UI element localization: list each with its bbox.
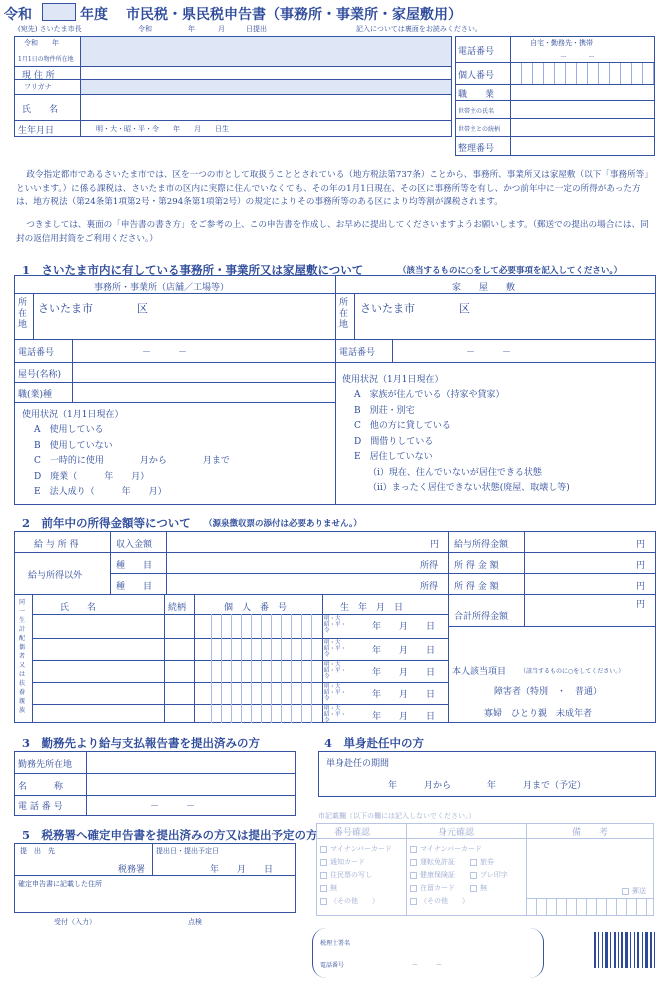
form-title: 市民税・県民税申告書（事務所・事業所・家屋敷用） (126, 7, 462, 23)
shumoku-label-2: 種 目 (116, 582, 153, 592)
barcode-bar (625, 932, 628, 968)
shotoku-kingaku-2: 所 得 金 額 (454, 582, 499, 592)
usage-option[interactable]: E 居住していない (354, 452, 433, 462)
barcode-bar (637, 932, 639, 968)
barcode (592, 932, 656, 968)
name-label: 氏 名 (22, 105, 59, 115)
dep-birth-field[interactable]: 年 月 日 (372, 646, 436, 656)
era-options[interactable]: 明・大昭・平・令 (324, 640, 347, 658)
section4-title: 4 単身赴任中の方 (324, 736, 425, 750)
office-city[interactable]: さいたま市 区 (38, 302, 148, 315)
office-checkbox: 住民票の写し (320, 869, 392, 882)
intro-paragraph-2: つきましては、裏面の「申告書の書き方」をご参考の上、この申告書を作成し、お早めに提出してくださいますようお願いします。（郵送での提出の場合には、同封の返信用封筒をご利用ください。） (16, 220, 649, 244)
office-heading: 事務所・事業所（店舗／工場等） (94, 283, 230, 293)
yago-label: 屋号(名称) (18, 370, 62, 380)
era-options[interactable]: 明・大昭・平・令 (324, 706, 347, 724)
birthdate-label: 生年月日 (18, 126, 55, 136)
usage-option[interactable]: D 間借りしている (354, 436, 434, 447)
house-heading: 家 屋 敷 (452, 283, 516, 293)
office-checkbox: 健康保険証 (410, 869, 482, 882)
era-options[interactable]: 明・大昭・平・令 (324, 662, 347, 680)
section2-title: 2 前年中の所得金額等について (22, 516, 191, 530)
fiscal-year-field[interactable] (42, 3, 76, 21)
uketsuke-label: 受付（入力） (54, 918, 96, 926)
en-unit-2: 円 (636, 540, 646, 550)
phone-label: 電話番号 (458, 47, 495, 57)
date-day: 日提出 (246, 25, 267, 33)
office-checkbox: 無 (320, 882, 392, 895)
usage-option[interactable]: （ⅱ）まったく居住できない状態(廃屋、取壊し等) (368, 483, 570, 493)
instruction-note: 記入については裏面をお読みください。 (356, 25, 482, 33)
dep-relation-header: 続柄 (168, 603, 187, 613)
barcode-bar (654, 932, 655, 968)
barcode-bar (621, 932, 623, 968)
era-options[interactable]: 明・大昭・平・令 (324, 616, 347, 634)
phone-options[interactable]: 自宅・勤務先・携帯 (530, 39, 593, 47)
dep-birth-field[interactable]: 年 月 日 (372, 712, 436, 722)
office-phone-label: 電話番号 (18, 348, 55, 358)
gokei-label: 合計所得金額 (454, 612, 509, 622)
barcode-bar (618, 932, 619, 968)
office-checkbox: 無 (470, 882, 508, 895)
barcode-bar (605, 932, 608, 968)
usage-option[interactable]: A 家族が住んでいる（持家や貸家） (354, 390, 505, 400)
barcode-bar (594, 932, 596, 968)
house-location-label: 所在地 (339, 298, 349, 330)
house-phone-field[interactable]: － － (466, 348, 512, 358)
office-checkbox: 在留カード (410, 882, 482, 895)
zeirishi-box (312, 928, 544, 978)
dependents-vertical-label: 同一生計配偶者又は扶養親族 (19, 599, 26, 714)
barcode-bar (610, 932, 611, 968)
office-location-label: 所在地 (18, 298, 28, 330)
kakutei-address-label: 確定申告書に記載した住所 (18, 880, 102, 888)
phone-dash[interactable]: － － (560, 53, 595, 61)
tenken-label: 点検 (188, 918, 202, 926)
honnin-note: （該当するものに○をしてください。） (520, 668, 625, 675)
addressee: (宛先) さいたま市長 (18, 25, 82, 33)
tanshin-range[interactable]: 年 月から 年 月まで（予定） (388, 781, 587, 791)
house-usage-options (354, 388, 570, 497)
usage-option[interactable]: C 他の方に貸している (354, 421, 451, 431)
usage-option[interactable]: E 法人成り（ 年 月） (34, 487, 167, 497)
usage-option[interactable]: B 別荘・別宅 (354, 405, 415, 416)
biko-label: 備 考 (572, 828, 609, 838)
bango-kakunin: 番号確認 (334, 828, 371, 838)
usage-option[interactable]: D 廃業（ 年 月） (34, 471, 150, 482)
usage-option[interactable]: （ⅰ）現在、住んでいないが居住できる状態 (368, 467, 542, 478)
kyuyo-shotoku-label: 給与所得金額 (454, 540, 509, 550)
current-address-label: 現 住 所 (22, 71, 55, 81)
office-usage-options (34, 423, 230, 501)
zeirishi-phone-label: 電話番号 (320, 962, 345, 969)
barcode-bar (634, 932, 635, 968)
intro-paragraph-1: 政令指定都市であるさいたま市では、区を一つの市として取扱うこととされている（地方税法第737条）ことから、事務所、事業所又は家屋敷（以下「事務所等」といいます。）に係る課税は、さいたま市の区内に実際に住んでいなくても、その年の1月1日現在、その区に事務所等を有し、かつ前年中に一定の所得があった方は、地方税法（第24条第1項第2号・第294条第1項第2号）の規定によりその事務所等のある区により均等割が課税されます。 (16, 170, 653, 207)
barcode-bar (614, 932, 616, 968)
zeimusho-label: 税務署 (118, 865, 146, 875)
name-field[interactable] (81, 95, 451, 120)
shotoku-kingaku-1: 所 得 金 額 (454, 561, 499, 571)
barcode-bar (630, 932, 631, 968)
dep-mynumber-header: 個 人 番 号 (224, 603, 288, 613)
section3-title: 3 勤務先より給与支払報告書を提出済みの方 (22, 736, 260, 750)
section1-note: （該当するものに○をして必要事項を記入してください。） (398, 266, 623, 276)
section1-title: 1 さいたま市内に有している事務所・事業所又は家屋敷について (22, 263, 364, 277)
furigana-label: フリガナ (24, 83, 52, 91)
barcode-bar (598, 932, 599, 968)
kinmusaki-name-label: 名 称 (18, 782, 64, 792)
date-year: 年 (188, 25, 195, 33)
dep-birth-field[interactable]: 年 月 日 (372, 668, 436, 678)
office-checkbox: マイナンバーカード (320, 843, 392, 856)
jan1-address-field[interactable] (81, 37, 451, 66)
shunyu-label: 収入金額 (116, 540, 153, 550)
usage-option[interactable]: C 一時的に使用 月から 月まで (34, 456, 230, 466)
barcode-bar (645, 932, 648, 968)
kinmusaki-phone-field[interactable]: － － (150, 802, 196, 812)
furigana-field[interactable] (81, 80, 451, 94)
en-unit-5: 円 (636, 600, 646, 610)
jan1-address-label: 1月1日の物件所在地 (18, 56, 74, 63)
mimoto-kakunin: 身元確認 (438, 828, 475, 838)
honnin-label: 本人該当項目 (452, 667, 507, 677)
office-checkbox: （その他 ） (410, 895, 482, 908)
office-use-title: 市記載欄（以下の欄には記入しないでください。） (318, 812, 476, 820)
birthdate-eras[interactable]: 明・大・昭・平・令 年 月 日生 (96, 125, 229, 133)
house-city[interactable]: さいたま市 区 (360, 302, 470, 315)
tanshin-period-label: 単身赴任の期間 (326, 759, 390, 769)
house-phone-label: 電話番号 (339, 348, 376, 358)
en-unit-4: 円 (636, 582, 646, 592)
kinmusaki-addr-label: 勤務先所在地 (18, 760, 73, 770)
dep-birth-header: 生 年 月 日 (340, 603, 404, 613)
office-checkbox: （その他 ） (320, 895, 392, 908)
office-phone-field[interactable]: － － (142, 348, 188, 358)
office-usage-label: 使用状況（1月1日現在） (22, 410, 124, 420)
dep-birth-field[interactable]: 年 月 日 (372, 622, 436, 632)
office-checkbox: マイナンバーカード (410, 843, 482, 856)
teishutsu-date-label: 提出日・提出予定日 (156, 847, 219, 855)
kyuyo-label: 給 与 所 得 (34, 540, 79, 550)
job-label: 職 業 (458, 90, 495, 100)
reiwa-label: 令和 (4, 7, 32, 23)
office-checkbox: 運転免許証 (410, 856, 482, 869)
seiri-label: 整理番号 (458, 144, 495, 154)
dep-name-header: 氏 名 (60, 603, 97, 613)
mimoto-items-2 (470, 856, 508, 895)
igai-label: 給与所得以外 (28, 571, 83, 581)
en-unit-1: 円 (430, 540, 440, 550)
date-reiwa: 令和 (138, 25, 152, 33)
house-usage-label: 使用状況（1月1日現在） (342, 375, 444, 385)
teishutsu-date-field[interactable]: 年 月 日 (210, 865, 274, 875)
date-month: 月 (218, 25, 225, 33)
shotoku-unit-1: 所得 (420, 561, 439, 571)
shokushu-label: 職(業)種 (18, 390, 53, 400)
reiwa-year-label: 令和 年 (24, 39, 59, 47)
nendo-label: 年度 (80, 7, 108, 23)
office-checkbox: 旅券 (470, 856, 508, 869)
section2-note: （源泉徴収票の添付は必要ありません。） (204, 519, 362, 529)
yuso-label: 郵送 (622, 886, 646, 896)
relation-label: 世帯主との続柄 (458, 126, 501, 133)
office-checkbox: プレ印字 (470, 869, 508, 882)
zeirishi-phone-field[interactable]: － － (412, 962, 443, 969)
dep-birth-field[interactable]: 年 月 日 (372, 690, 436, 700)
household-label: 世帯主の氏名 (458, 108, 495, 115)
kafu-options[interactable]: 寡婦 ひとり親 未成年者 (484, 709, 593, 719)
bango-items (320, 843, 392, 908)
shumoku-label-1: 種 目 (116, 561, 153, 571)
barcode-bar (642, 932, 643, 968)
kinmusaki-phone-label: 電 話 番 号 (18, 802, 63, 812)
shogai-options[interactable]: 障害者（特別 ・ 普通） (494, 687, 603, 697)
mynumber-label: 個人番号 (458, 71, 495, 81)
office-checkbox: 通知カード (320, 856, 392, 869)
dep-mynumber-grid[interactable] (202, 614, 320, 723)
era-options[interactable]: 明・大昭・平・令 (324, 684, 347, 702)
usage-option[interactable]: A 使用している (34, 425, 104, 435)
section5-box (14, 843, 296, 913)
barcode-bar (602, 932, 603, 968)
zeirishi-name-label: 税理士署名 (320, 940, 351, 947)
shotoku-unit-2: 所得 (420, 582, 439, 592)
en-unit-3: 円 (636, 561, 646, 571)
usage-option[interactable]: B 使用していない (34, 440, 113, 451)
barcode-bar (650, 932, 652, 968)
teishutsu-label: 提 出 先 (20, 847, 55, 855)
section5-title: 5 税務署へ確定申告書を提出済みの方又は提出予定の方 (22, 828, 318, 842)
mynumber-field[interactable] (511, 63, 654, 84)
biko-grid (527, 898, 654, 916)
